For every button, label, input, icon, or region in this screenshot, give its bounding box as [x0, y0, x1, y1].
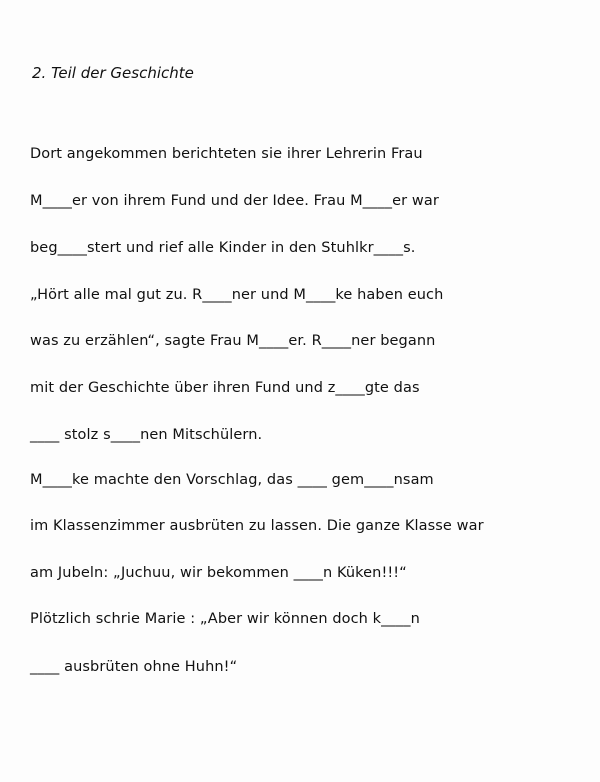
text-line-5: was zu erzählen“, sagte Frau M____er. R____ner begann [30, 333, 436, 349]
text-line-3: beg____stert und rief alle Kinder in den Stuhlkr____s. [30, 240, 416, 256]
text-line-2: M____er von ihrem Fund und der Idee. Frau M____er war [30, 193, 439, 209]
text-line-10: am Jubeln: „Juchuu, wir bekommen ____n Küken!!!“ [30, 565, 407, 581]
text-line-8: M____ke machte den Vorschlag, das ____ gem____nsam [30, 472, 434, 488]
text-line-4: „Hört alle mal gut zu. R____ner und M____ke haben euch [30, 287, 444, 303]
text-line-6: mit der Geschichte über ihren Fund und z____gte das [30, 380, 420, 396]
text-line-7: ____ stolz s____nen Mitschülern. [30, 427, 263, 443]
section-title: 2. Teil der Geschichte [32, 64, 194, 82]
text-line-11: Plötzlich schrie Marie : „Aber wir können doch k____n [30, 611, 420, 627]
text-line-12: ____ ausbrüten ohne Huhn!“ [30, 659, 238, 675]
text-line-9: im Klassenzimmer ausbrüten zu lassen. Die ganze Klasse war [30, 518, 484, 534]
text-line-1: Dort angekommen berichteten sie ihrer Lehrerin Frau [30, 146, 423, 162]
